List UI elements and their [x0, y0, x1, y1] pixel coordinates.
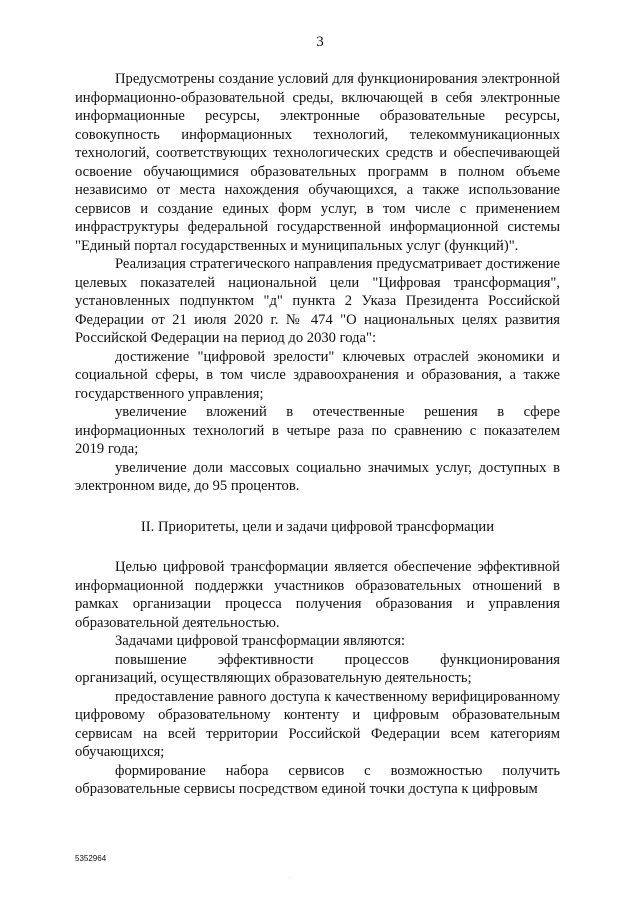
page-number: 3 [316, 34, 324, 50]
document-code: 5352964 [75, 854, 107, 863]
paragraph: повышение эффективности процессов функционирования организаций, осуществляющих образовательную деятельность; [75, 651, 560, 686]
paragraph: Предусмотрены создание условий для функционирования электронной информационно-образовательной среды, включающей в себя электронные информационные ресурсы, электронные образовательные ресурсы, совокупность информационных технологий, телекоммуникационных технологий, соответствующих технологических средств и обеспечивающей освоение обучающимися образовательных программ в полном объеме независимо от места нахождения обучающихся, а также использование сервисов и создание единых форм услуг, в том числе с применением инфраструктуры федеральной государственной информационной системы "Единый портал государственных и муниципальных услуг (функций)". [75, 71, 560, 254]
paragraph: формирование набора сервисов с возможностью получить образовательные сервисы посредством единой точки доступа к цифровым [75, 762, 560, 797]
document-body [75, 70, 560, 799]
paragraph: Реализация стратегического направления предусматривает достижение целевых показателей национальной цели "Цифровая трансформация", установленных подпунктом "д" пункта 2 Указа Президента Российской Федерации от 21 июля 2020 г. № 474 "О национальных целях развития Российской Федерации на период до 2030 года": [75, 256, 560, 346]
section-heading: II. Приоритеты, цели и задачи цифровой трансформации [140, 518, 495, 535]
footer-mark: . [289, 874, 291, 880]
paragraph: Задачами цифровой трансформации являются: [115, 633, 406, 649]
paragraph: предоставление равного доступа к качественному верифицированному цифровому образовательному контенту и цифровым образовательным сервисам на всей территории Российской Федерации всем категориям обучающихся; [75, 688, 560, 760]
paragraph: Целью цифровой трансформации является обеспечение эффективной информационной поддержки участников образовательных отношений в рамках организации процесса получения образования и управления образовательной деятельностью. [75, 559, 560, 631]
paragraph: увеличение доли массовых социально значимых услуг, доступных в электронном виде, до 95 процентов. [75, 459, 560, 494]
paragraph: увеличение вложений в отечественные решения в сфере информационных технологий в четыре раза по сравнению с показателем 2019 года; [75, 404, 560, 457]
paragraph: достижение "цифровой зрелости" ключевых отраслей экономики и социальной сферы, в том числе здравоохранения и образования, а также государственного управления; [75, 348, 560, 402]
